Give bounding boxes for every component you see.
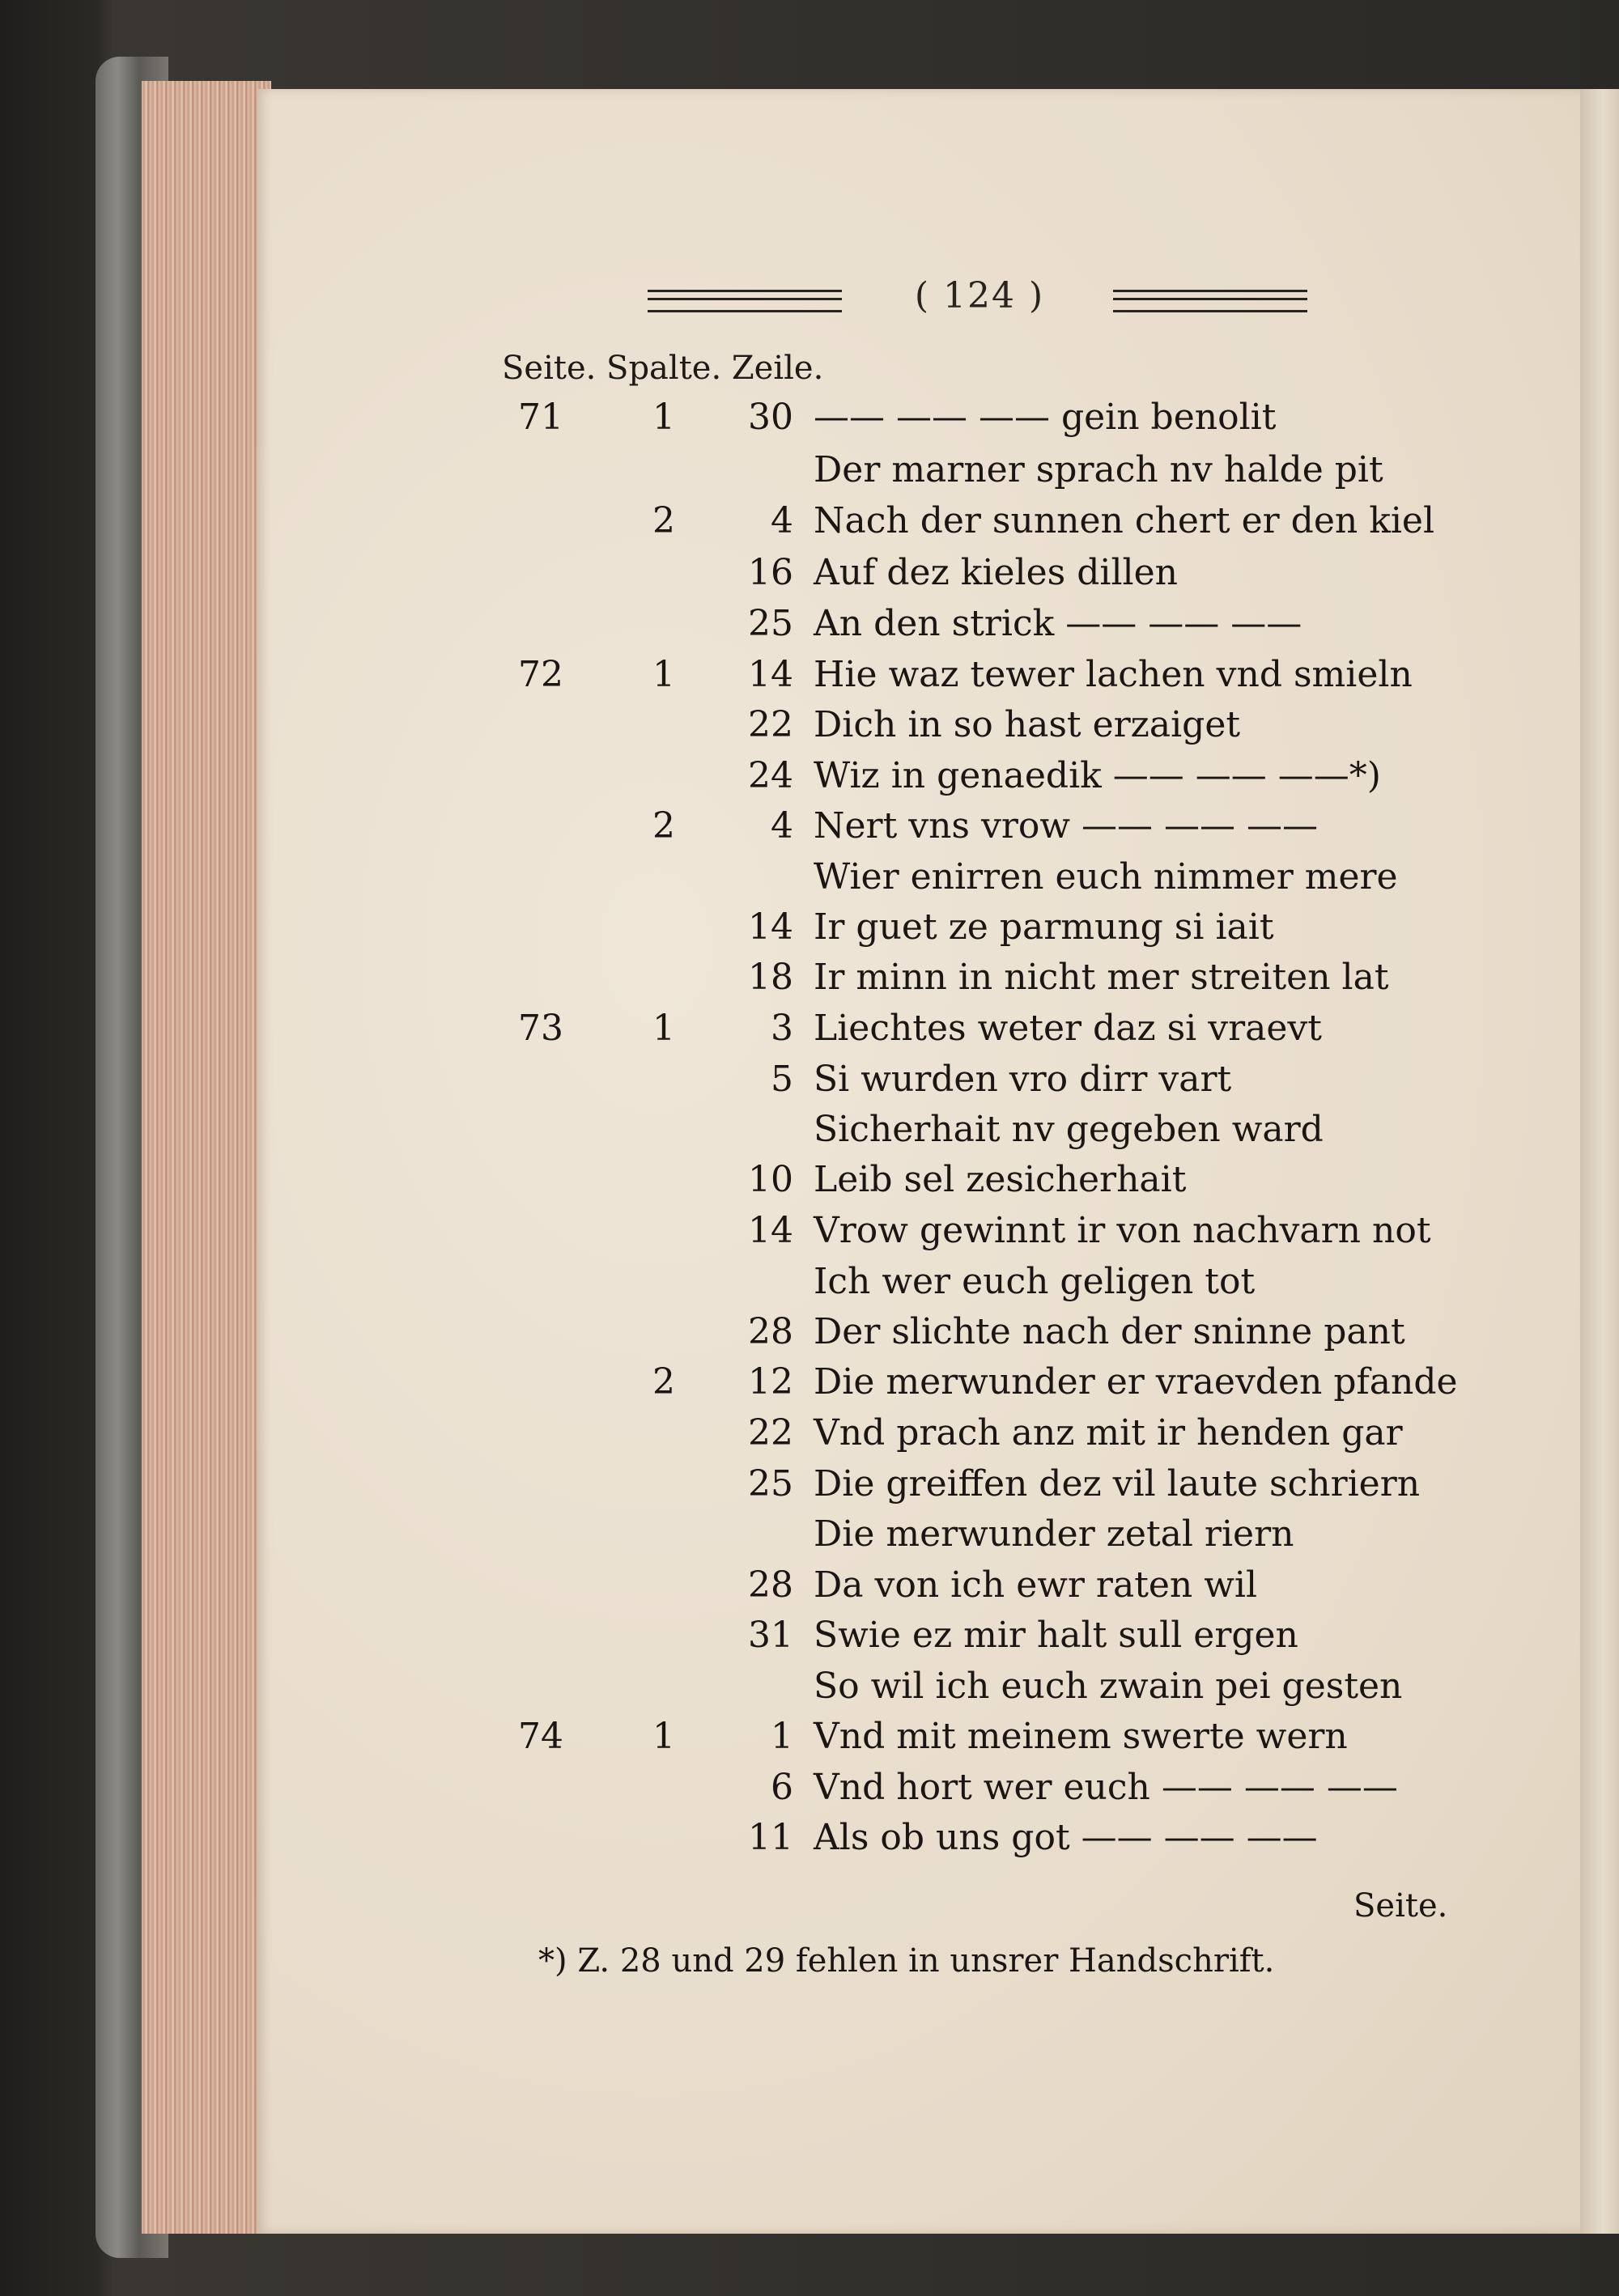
column-headers: Seite. Spalte. Zeile. (502, 350, 824, 387)
row-text: Da von ich ewr raten wil (814, 1564, 1258, 1606)
row-zeile: 5 (771, 1059, 793, 1100)
table-row (0, 1311, 1619, 1361)
row-text: Dich in so hast erzaiget (814, 704, 1241, 745)
row-zeile: 4 (771, 500, 793, 541)
table-row (0, 1817, 1619, 1867)
row-zeile: 3 (771, 1008, 793, 1049)
row-seite: 72 (518, 654, 563, 695)
row-text: Die merwunder zetal riern (814, 1513, 1294, 1555)
table-row (0, 1159, 1619, 1209)
table-row (0, 397, 1619, 447)
table-row (0, 755, 1619, 805)
row-text: —— —— —— gein benolit (814, 397, 1277, 438)
row-spalte: 2 (652, 500, 675, 541)
row-spalte: 1 (652, 1008, 675, 1049)
row-spalte: 1 (652, 654, 675, 695)
header-rule-right (1113, 290, 1307, 312)
row-text: Der marner sprach nv halde pit (814, 449, 1383, 490)
row-seite: 74 (518, 1716, 563, 1757)
table-row (0, 1716, 1619, 1766)
row-spalte: 1 (652, 1716, 675, 1757)
row-text: Ir guet ze parmung si iait (814, 906, 1274, 948)
row-zeile: 25 (748, 1463, 793, 1504)
table-row (0, 1666, 1619, 1716)
row-text: Der slichte nach der sninne pant (814, 1311, 1405, 1352)
row-zeile: 12 (748, 1361, 793, 1403)
row-text: Wiz in genaedik —— —— ——*) (814, 755, 1381, 796)
table-row (0, 1615, 1619, 1665)
row-text: Swie ez mir halt sull ergen (814, 1615, 1298, 1656)
table-row (0, 1109, 1619, 1159)
table-row (0, 856, 1619, 906)
page-number: ( 124 ) (914, 275, 1045, 316)
row-text: Ir minn in nicht mer streiten lat (814, 957, 1389, 998)
row-text: Vnd prach anz mit ir henden gar (814, 1412, 1403, 1454)
header-rule-left (648, 290, 842, 312)
row-text: So wil ich euch zwain pei gesten (814, 1666, 1403, 1707)
table-row (0, 1210, 1619, 1260)
row-text: Die merwunder er vraevden pfande (814, 1361, 1458, 1403)
footnote: *) Z. 28 und 29 fehlen in unsrer Handschrift. (538, 1942, 1275, 1980)
catchword: Seite. (1353, 1887, 1448, 1925)
table-row (0, 449, 1619, 499)
row-text: Als ob uns got —— —— —— (814, 1817, 1318, 1858)
table-row (0, 805, 1619, 855)
table-row (0, 704, 1619, 754)
row-zeile: 31 (748, 1615, 793, 1656)
table-row (0, 603, 1619, 653)
row-zeile: 18 (748, 957, 793, 998)
row-zeile: 16 (748, 552, 793, 593)
row-zeile: 4 (771, 805, 793, 847)
row-text: An den strick —— —— —— (814, 603, 1302, 644)
table-row (0, 552, 1619, 602)
row-text: Auf dez kieles dillen (814, 552, 1178, 593)
table-row (0, 1513, 1619, 1564)
row-seite: 73 (518, 1008, 563, 1049)
row-zeile: 11 (748, 1817, 793, 1858)
row-zeile: 1 (771, 1716, 793, 1757)
table-row (0, 1463, 1619, 1513)
row-text: Vrow gewinnt ir von nachvarn not (814, 1210, 1431, 1251)
row-text: Vnd hort wer euch —— —— —— (814, 1767, 1398, 1808)
row-text: Nert vns vrow —— —— —— (814, 805, 1319, 847)
row-spalte: 2 (652, 805, 675, 847)
table-row (0, 906, 1619, 957)
row-zeile: 25 (748, 603, 793, 644)
row-text: Ich wer euch geligen tot (814, 1261, 1256, 1302)
table-row (0, 1412, 1619, 1462)
row-zeile: 14 (748, 1210, 793, 1251)
table-row (0, 1261, 1619, 1311)
row-zeile: 10 (748, 1159, 793, 1200)
row-text: Liechtes weter daz si vraevt (814, 1008, 1322, 1049)
row-zeile: 6 (771, 1767, 793, 1808)
row-spalte: 2 (652, 1361, 675, 1403)
row-text: Wier enirren euch nimmer mere (814, 856, 1398, 898)
table-row (0, 1059, 1619, 1109)
row-text: Si wurden vro dirr vart (814, 1059, 1232, 1100)
page-header (648, 275, 1311, 324)
row-text: Vnd mit meinem swerte wern (814, 1716, 1348, 1757)
row-zeile: 28 (748, 1564, 793, 1606)
table-row (0, 957, 1619, 1007)
row-text: Leib sel zesicherhait (814, 1159, 1187, 1200)
row-zeile: 28 (748, 1311, 793, 1352)
row-zeile: 22 (748, 704, 793, 745)
row-text: Nach der sunnen chert er den kiel (814, 500, 1435, 541)
table-row (0, 1767, 1619, 1817)
row-zeile: 24 (748, 755, 793, 796)
row-zeile: 30 (748, 397, 793, 438)
table-row (0, 1564, 1619, 1615)
row-text: Hie waz tewer lachen vnd smieln (814, 654, 1413, 695)
table-row (0, 1361, 1619, 1411)
row-text: Sicherhait nv gegeben ward (814, 1109, 1324, 1150)
row-zeile: 14 (748, 654, 793, 695)
table-row (0, 500, 1619, 550)
table-row (0, 1008, 1619, 1058)
row-text: Die greiffen dez vil laute schriern (814, 1463, 1421, 1504)
table-row (0, 654, 1619, 704)
row-spalte: 1 (652, 397, 675, 438)
row-zeile: 14 (748, 906, 793, 948)
row-zeile: 22 (748, 1412, 793, 1454)
row-seite: 71 (518, 397, 563, 438)
